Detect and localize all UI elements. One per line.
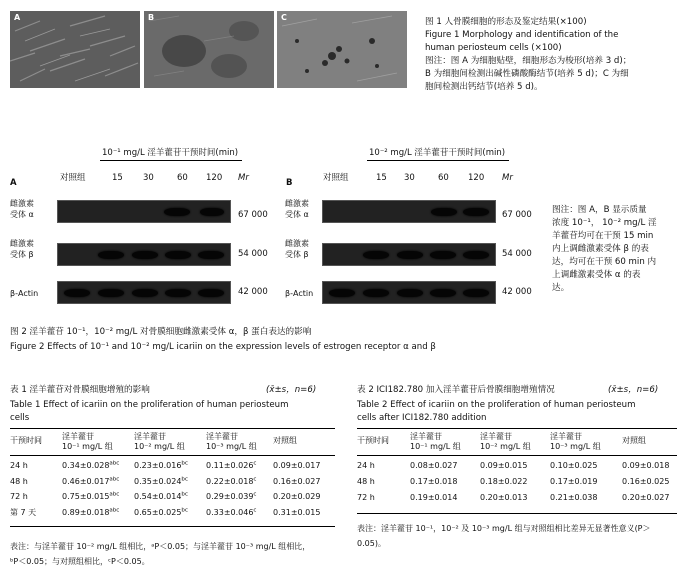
table-cell: 48 h bbox=[357, 477, 375, 486]
col-header: 淫羊藿苷 10⁻² mg/L 组 bbox=[134, 432, 185, 451]
table-cell: 0.75±0.015$^{abc}$ bbox=[62, 491, 120, 501]
mr-label: Mr bbox=[502, 173, 513, 183]
col-header: 淫羊藿苷 10⁻¹ mg/L 组 bbox=[410, 432, 461, 451]
band bbox=[165, 289, 191, 297]
col-60: 60 bbox=[438, 173, 449, 183]
col-30: 30 bbox=[143, 173, 154, 183]
figure-1-note: B 为细胞间检测出碱性磷酸酶结节(培养 5 d)；C 为细 bbox=[425, 69, 629, 79]
blot-a-er-beta bbox=[57, 243, 231, 266]
table-cell: 0.10±0.025 bbox=[550, 461, 598, 470]
figure-1-note: 图注：图 A 为细胞贴壁，细胞形态为梭形(培养 3 d)； bbox=[425, 56, 632, 66]
table-cell: 0.20±0.027 bbox=[622, 493, 670, 502]
table-cell: 0.09±0.015 bbox=[480, 461, 528, 470]
table-cell: 0.11±0.026$^c$ bbox=[206, 460, 257, 470]
row-label-actin: β-Actin bbox=[10, 289, 39, 298]
table-top-rule bbox=[10, 428, 335, 429]
band bbox=[98, 289, 124, 297]
panel-b-label: B bbox=[286, 178, 293, 188]
band bbox=[198, 251, 224, 259]
mw-42000: 42 000 bbox=[238, 287, 268, 297]
band bbox=[200, 208, 224, 216]
col-15: 15 bbox=[112, 173, 123, 183]
micrograph-a bbox=[10, 11, 140, 88]
band bbox=[64, 289, 90, 297]
blot-b-er-beta bbox=[322, 243, 496, 266]
mw-54000: 54 000 bbox=[502, 249, 532, 259]
calcium-nodules-image bbox=[277, 11, 407, 88]
table-cell: 0.17±0.019 bbox=[550, 477, 598, 486]
col-15: 15 bbox=[376, 173, 387, 183]
table-mid-rule bbox=[357, 455, 677, 456]
table-cell: 0.19±0.014 bbox=[410, 493, 458, 502]
mw-67000: 67 000 bbox=[238, 210, 268, 220]
col-60: 60 bbox=[177, 173, 188, 183]
row-label-era: 雌激素 受体 α bbox=[10, 199, 34, 219]
blot-b-actin bbox=[322, 281, 496, 304]
blot-a-actin bbox=[57, 281, 231, 304]
table-cell: 0.09±0.018 bbox=[622, 461, 670, 470]
table-mid-rule bbox=[10, 455, 335, 456]
table-cell: 0.31±0.015 bbox=[273, 507, 321, 517]
table-1-title-en: Table 1 Effect of icariin on the proliferation of human periosteum bbox=[10, 400, 289, 410]
figure-1-caption bbox=[425, 16, 683, 94]
table-cell: 0.34±0.028$^{abc}$ bbox=[62, 460, 120, 470]
header-rule bbox=[367, 160, 509, 161]
table-cell: 0.17±0.018 bbox=[410, 477, 458, 486]
table-cell: 72 h bbox=[357, 493, 375, 502]
table-1-title-cn: 表 1 淫羊藿苷对骨膜细胞增殖的影响 bbox=[10, 385, 150, 395]
table-cell: 0.22±0.018$^c$ bbox=[206, 475, 257, 486]
blot-b-header: 10⁻² mg/L 淫羊藿苷干预时间(min) bbox=[369, 148, 506, 158]
table-cell: 0.09±0.017 bbox=[273, 461, 321, 470]
table-2-title-en: Table 2 Effect of icariin on the proliferation of human periosteum bbox=[357, 400, 636, 410]
col-120: 120 bbox=[468, 173, 485, 183]
table-top-rule bbox=[357, 428, 677, 429]
band bbox=[165, 251, 191, 259]
table-bottom-rule bbox=[10, 526, 335, 527]
col-header: 干预时间 bbox=[10, 436, 42, 445]
col-header: 淫羊藿苷 10⁻³ mg/L 组 bbox=[206, 432, 257, 451]
table-1-title-en-cont: cells bbox=[10, 413, 30, 423]
col-header: 淫羊藿苷 10⁻¹ mg/L 组 bbox=[62, 432, 113, 451]
blot-a-header: 10⁻¹ mg/L 淫羊藿苷干预时间(min) bbox=[102, 148, 239, 158]
figure-2-note: 图注：图 A，B 显示质量 浓度 10⁻¹， 10⁻² mg/L 淫 羊藿苷均可在干预 15 min 内上调雌激素受体 β 的表 达，均可在干预 60 min 内 上调雌激素受体 α 的表 达。 bbox=[552, 205, 657, 293]
table-2-note: 0.05)。 bbox=[357, 539, 386, 548]
figure-2-title-en: Figure 2 Effects of 10⁻¹ and 10⁻² mg/L icariin on the expression levels of estrogen receptor α and β bbox=[10, 342, 436, 352]
band bbox=[363, 251, 389, 259]
band bbox=[397, 289, 423, 297]
blot-b-er-alpha bbox=[322, 200, 496, 223]
figure-1-note: 胞间检测出钙结节(培养 5 d)。 bbox=[425, 82, 543, 92]
band bbox=[463, 289, 489, 297]
table-cell: 0.29±0.039$^c$ bbox=[206, 491, 257, 501]
mw-67000: 67 000 bbox=[502, 210, 532, 220]
table-cell: 72 h bbox=[10, 492, 28, 501]
table-1-note: 表注：与淫羊藿苷 10⁻² mg/L 组相比，ᵃP＜0.05；与淫羊藿苷 10⁻³ mg/L 组相比， bbox=[10, 542, 311, 551]
col-control: 对照组 bbox=[323, 173, 349, 183]
band bbox=[198, 289, 224, 297]
table-cell: 0.33±0.046$^c$ bbox=[206, 506, 257, 517]
panel-label: C bbox=[281, 13, 287, 22]
col-120: 120 bbox=[206, 173, 223, 183]
table-2-note: 表注：淫羊藿苷 10⁻¹，10⁻² 及 10⁻³ mg/L 组与对照组相比差异无显著性意义(P＞ bbox=[357, 524, 651, 533]
band bbox=[98, 251, 124, 259]
table-cell: 0.89±0.018$^{abc}$ bbox=[62, 506, 120, 517]
col-header: 对照组 bbox=[273, 436, 297, 445]
figure-1-title-en: Figure 1 Morphology and identification of the bbox=[425, 30, 619, 40]
row-label-erb: 雌激素 受体 β bbox=[285, 239, 309, 259]
band bbox=[329, 289, 355, 297]
col-30: 30 bbox=[404, 173, 415, 183]
col-control: 对照组 bbox=[60, 173, 86, 183]
table-cell: 24 h bbox=[357, 461, 375, 470]
table-cell: 0.35±0.024$^{bc}$ bbox=[134, 475, 188, 486]
table-cell: 0.20±0.029 bbox=[273, 492, 321, 501]
table-cell: 0.23±0.016$^{bc}$ bbox=[134, 460, 188, 470]
table-cell: 0.54±0.014$^{bc}$ bbox=[134, 491, 188, 501]
blot-a-er-alpha bbox=[57, 200, 231, 223]
table-2-title-cn: 表 2 ICI182.780 加入淫羊藿苷后骨膜细胞增殖情况 bbox=[357, 385, 555, 395]
band bbox=[363, 289, 389, 297]
table-cell: 0.65±0.025$^{bc}$ bbox=[134, 506, 188, 517]
table-cell: 0.21±0.038 bbox=[550, 493, 598, 502]
band bbox=[463, 251, 489, 259]
row-label-era: 雌激素 受体 α bbox=[285, 199, 309, 219]
mw-42000: 42 000 bbox=[502, 287, 532, 297]
band bbox=[132, 251, 158, 259]
micrograph-b bbox=[144, 11, 274, 88]
panel-label: A bbox=[14, 13, 21, 22]
table-bottom-rule bbox=[357, 513, 677, 514]
table-1-stat: (x̄±s，n=6) bbox=[266, 385, 317, 395]
mr-label: Mr bbox=[238, 173, 249, 183]
table-cell: 0.16±0.025 bbox=[622, 477, 670, 486]
table-cell: 第 7 天 bbox=[10, 507, 37, 517]
band bbox=[164, 208, 190, 216]
figure-1-title-cn: 图 1 人骨膜细胞的形态及鉴定结果(×100) bbox=[425, 17, 587, 27]
table-cell: 0.46±0.017$^{abc}$ bbox=[62, 475, 120, 486]
micrograph-c bbox=[277, 11, 407, 88]
table-cell: 0.18±0.022 bbox=[480, 477, 528, 486]
table-cell: 0.16±0.027 bbox=[273, 476, 321, 486]
panel-a-label: A bbox=[10, 178, 17, 188]
mw-54000: 54 000 bbox=[238, 249, 268, 259]
figure-2-title-cn: 图 2 淫羊藿苷 10⁻¹，10⁻² mg/L 对骨膜细胞雌激素受体 α，β 蛋白表达的影响 bbox=[10, 327, 312, 337]
header-rule bbox=[100, 160, 242, 161]
figure-1-title-en-cont: human periosteum cells (×100) bbox=[425, 43, 562, 53]
table-cell: 24 h bbox=[10, 461, 28, 470]
table-2-stat: (x̄±s，n=6) bbox=[608, 385, 659, 395]
spindle-cells-image bbox=[10, 11, 140, 88]
band bbox=[463, 208, 489, 216]
band bbox=[430, 289, 456, 297]
col-header: 淫羊藿苷 10⁻³ mg/L 组 bbox=[550, 432, 601, 451]
col-header: 淫羊藿苷 10⁻² mg/L 组 bbox=[480, 432, 531, 451]
col-header: 对照组 bbox=[622, 436, 646, 445]
band bbox=[431, 208, 457, 216]
row-label-actin: β-Actin bbox=[285, 289, 314, 298]
col-header: 干预时间 bbox=[357, 436, 389, 445]
band bbox=[430, 251, 456, 259]
band bbox=[132, 289, 158, 297]
table-cell: 0.08±0.027 bbox=[410, 461, 458, 470]
table-2-title-en-cont: cells after ICI182.780 addition bbox=[357, 413, 487, 423]
panel-label: B bbox=[148, 13, 155, 22]
table-cell: 48 h bbox=[10, 476, 28, 486]
table-1-note: ᵇP＜0.05；与对照组相比，ᶜP＜0.05。 bbox=[10, 557, 150, 566]
row-label-erb: 雌激素 受体 β bbox=[10, 239, 34, 259]
alp-nodules-image bbox=[144, 11, 274, 88]
table-cell: 0.20±0.013 bbox=[480, 493, 528, 502]
band bbox=[397, 251, 423, 259]
